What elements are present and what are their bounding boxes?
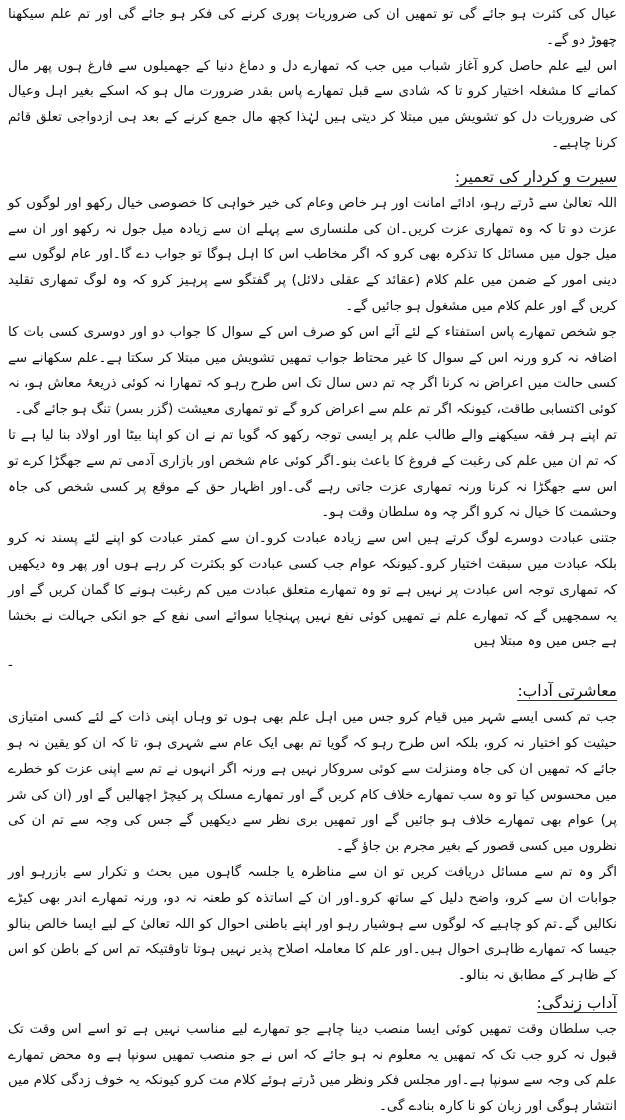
paragraph: تم اپنے ہر فقہ سیکھنے والے طالب علم پر ایسی توجہ رکھو کہ گویا تم نے ان کو اپنا بیٹا اور اولاد بنا لیا ہے تا کہ تم ان میں علم کی رغبت کے فروغ کا باعث بنو۔اگر کوئی عام شخص اور بازاری آدمی تم سے جھگڑا کرے تو اس سے جھگڑا نہ کرنا ورنہ تمھاری عزت جاتی رہے گی۔اور اظہار حق کے موقع پر کسی شخص کی جاہ وحشمت کا خیال نہ کرو اگر چہ وہ سلطان وقت ہو۔: [8, 427, 617, 521]
section-heading-life: [8, 989, 617, 1017]
paragraph: جو شخص تمھارے پاس استفتاء کے لئے آئے اس کو صرف اس کے سوال کا جواب دو اور دوسری کسی بات کا اضافہ نہ کرو ورنہ اس کے سوال کا غیر محتاط جواب تمھیں تشویش میں مبتلا کر سکتا ہے۔علم سکھانے سے کسی حالت میں اعراض نہ کرنا اگر چہ تم دس سال تک اس طرح رہو کہ تمھارا نہ کوئی ذریعۂ معاش ہو، نہ کوئی اکتسابی طاقت، کیونکہ اگر تم علم سے اعراض کرو گے تو تمھاری معیشت (گزر بسر) تنگ ہو جائے گی۔: [8, 324, 617, 418]
paragraph: جتنی عبادت دوسرے لوگ کرتے ہیں اس سے زیادہ عبادت کرو۔ان سے کمتر عبادت کو اپنے لئے پسند نہ کرو بلکہ عبادت میں سبقت اختیار کرو۔کیونکہ عوام جب کسی عبادت کو بکثرت کر رہے ہوں اور پھر وہ دیکھیں کہ تمھاری توجہ اس عبادت پر نہیں ہے تو وہ تمھارے متعلق عبادت میں کم رغبت ہونے کا گمان کریں گے اور یہ سمجھیں گے کہ تمھارے علم نے تمھیں کوئی نفع نہیں پہنچایا سوائے اسی نفع کے جو انکی جہالت نے بخشا ہے جس میں وہ مبتلا ہیں: [8, 531, 617, 650]
section-heading-text: آداب زندگی:: [536, 993, 617, 1012]
paragraph: اللہ تعالیٰ سے ڈرتے رہو، ادائے امانت اور ہر خاص وعام کی خیر خواہی کا خصوصی خیال رکھو اور لوگوں کو عزت دو تا کہ وہ تمھاری عزت کریں۔ان کی ملنساری سے پہلے ان سے زیادہ میل جول نہ رکھو اور ان سے میل جول میں مسائل کا تذکرہ بھی کرو کہ اگر مخاطب اس کا اہل ہوگا تو جواب دے گا۔اور عام لوگوں سے دینی امور کے ضمن میں علم کلام (عقائد کے عقلی دلائل) پر گفتگو سے پرہیز کرو کہ وہ لوگ تمھاری تقلید کریں گے اور علم کلام میں مشغول ہو جائیں گے۔: [8, 195, 617, 314]
section-heading-character: [8, 163, 617, 191]
paragraph: عیال کی کثرت ہو جائے گی تو تمھیں ان کی ضروریات پوری کرنے کی فکر ہو جائے گی اور تم علم سیکھنا چھوڑ دو گے۔: [8, 7, 617, 48]
section-heading-text: معاشرتی آداب:: [517, 682, 617, 701]
paragraph: اگر وہ تم سے مسائل دریافت کریں تو ان سے مناظرہ یا جلسہ گاہوں میں بحث و تکرار سے بازرہو اور جوابات ان سے کرو، واضح دلیل کے ساتھ کرو۔اور ان کے اساتذہ کو طعنہ نہ دو، ورنہ تمھارے اندر بھی کیڑے نکالیں گے۔تم کو چاہیے کہ لوگوں سے ہوشیار رہو اور اپنے باطنی احوال کو اللہ تعالیٰ کے لیے ایسا خالص بنالو جیسا کہ تمھارے ظاہری احوال ہیں۔اور علم کا معاملہ اصلاح پذیر نہیں ہوتا تاوقتیکہ تم اس کے باطن کو اس کے ظاہر کے مطابق نہ بنالو۔: [8, 864, 617, 984]
paragraph: اس لیے علم حاصل کرو آغاز شباب میں جب کہ تمھارے دل و دماغ دنیا کے جھمیلوں سے فارغ ہوں پھر مال کمانے کا مشغلہ اختیار کرو تا کہ شادی سے قبل تمھارے پاس بقدر ضرورت مال ہو کہ اسکے بغیر اہل وعیال کی ضروریات دل کو تشویش میں مبتلا کر دیتی ہیں لہٰذا کچھ مال جمع کرنے کے بعد ہی ازدواجی تعلق قائم کرنا چاہیے۔: [8, 58, 617, 151]
paragraph: جب سلطان وقت تمھیں کوئی ایسا منصب دینا چاہے جو تمھارے لیے مناسب نہیں ہے تو اسے اس وقت تک قبول نہ کرو جب تک کہ تمھیں یہ معلوم نہ ہو جائے کہ اس نے جو منصب تمھیں سونپا ہے وہ محض تمھارے علم کی وجہ سے سونپا ہے۔اور مجلس فکر ونظر میں ڈرتے ہوئے کلام مت کرو کیونکہ یہ خوف زدگی کلام میں انتشار ہوگی اور زبان کو نا کارہ بنادے گی۔: [8, 1021, 617, 1115]
section-heading-text: سیرت و کردار کی تعمیر:: [454, 167, 617, 186]
paragraph: جب تم کسی ایسے شہر میں قیام کرو جس میں اہل علم بھی ہوں تو وہاں اپنی ذات کے لئے کسی امتیازی حیثیت کو اختیار نہ کرو، بلکہ اس طرح رہو کہ گویا تم بھی ایک عام سے شہری ہو، تا کہ ان کو یقین نہ ہو جائے کہ تمھیں ان کی جاہ ومنزلت سے کوئی سروکار نہیں ہے ورنہ اگر انہوں نے تم سے اپنی عزت کو خطرے میں محسوس کیا تو وہ سب تمھارے خلاف کام کریں گے اور تمھارے مسلک پر کیچڑ اچھالیں گے اور (ان کی شر پر) عوام بھی تمھارے خلاف ہو جائیں گے اور تمھیں بری نظر سے دیکھیں گے جس کی وجہ سے تم ان کی نظروں میں کسی قصور کے بغیر مجرم بن جاؤ گے۔: [8, 710, 617, 855]
separator-dash: -: [8, 658, 13, 674]
section-heading-social: [8, 677, 617, 705]
